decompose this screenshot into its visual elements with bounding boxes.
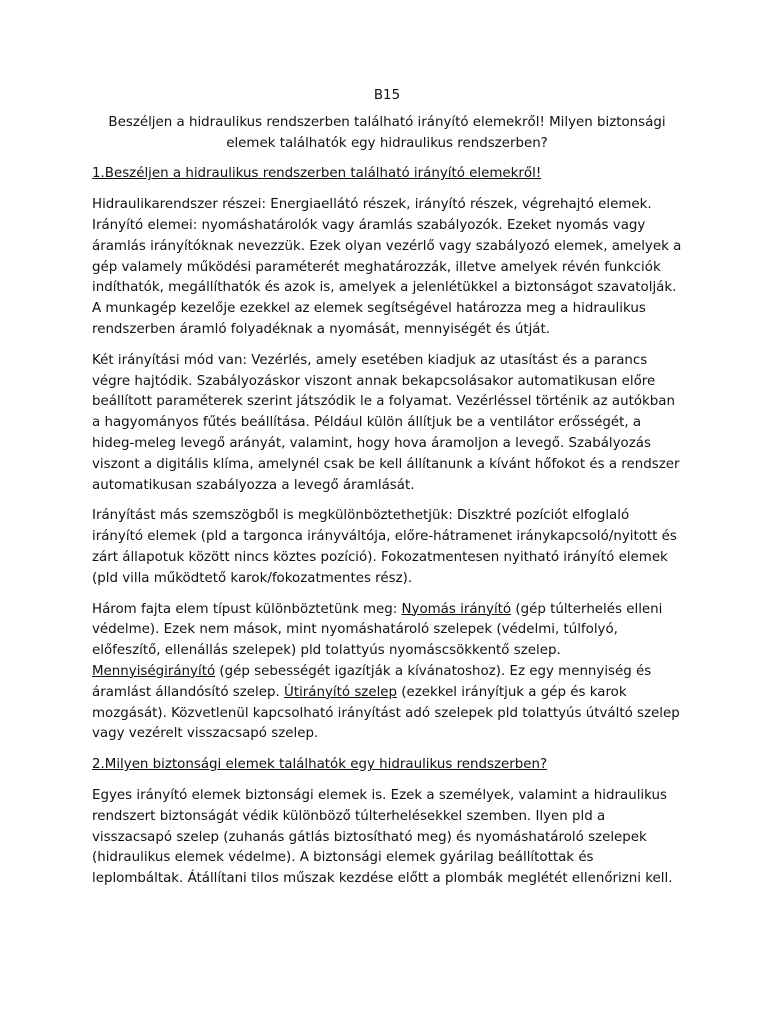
paragraph-1: Hidraulikarendszer részei: Energiaellátó részek, irányító részek, végrehajtó elemek. Irányító elemei: nyomáshatárolók vagy áramlás szabályozók. Ezeket nyomás vagy áramlás irányítóknak nevezzük. Ezek olyan vezérlő vagy szabályozó elemek, amelyek a gép valamely működési paraméterét meghatározzák, illetve amelyek révén funkciók indíthatók, megállíthatók és azok is, amelyek a jelenlétükkel a biztonságot szavatolják. A munkagép kezelője ezekkel az elemek segítségével határozza meg a hidraulikus rendszerben áramló folyadéknak a nyomását, mennyiségét és útját. xyxy=(92,197,682,337)
paragraph-4 xyxy=(92,600,682,746)
paragraph-4-text-3: (gép sebességét igazítják a kívánatoshoz). Ez egy mennyiség és áramlást állandósító szelep. xyxy=(92,663,652,700)
paragraph-4-text-4: (ezekkel irányítjuk a gép és karok mozgását). Közvetlenül kapcsolható irányítást adó szelepek pld tolattyús útváltó szelep vagy vezérelt visszacsapó szelep. xyxy=(92,684,680,742)
paragraph-4-text-1: Három fajta elem típust különböztetünk meg: xyxy=(92,601,402,617)
section-1-heading: 1.Beszéljen a hidraulikus rendszerben található irányító elemekről! xyxy=(92,166,542,182)
document-title: Beszéljen a hidraulikus rendszerben található irányító elemekről! Milyen biztonsági elemek találhatók egy hidraulikus rendszerben? xyxy=(108,114,666,151)
paragraph-5: Egyes irányító elemek biztonsági elemek is. Ezek a személyek, valamint a hidraulikus rendszert biztonságát védik különböző túlterhelésekkel szemben. Ilyen pld a visszacsapó szelep (zuhanás gátlás biztosítható meg) és nyomáshatároló szelepek (hidraulikus elemek védelme). A biztonsági elemek gyárilag beállítottak és leplombáltak. Átállítani tilos műszak kezdése előtt a plombák meglétét ellenőrizni kell. xyxy=(92,787,673,887)
paragraph-3: Irányítást más szemszögből is megkülönböztethetjük: Diszktré pozíciót elfoglaló irányító elemek (pld a targonca irányváltója, előre-hátramenet iránykapcsoló/nyitott és zárt állapotuk között nincs köztes pozíció). Fokozatmentesen nyitható irányító elemek (pld villa működtető karok/fokozatmentes rész). xyxy=(92,508,677,586)
section-2-heading: 2.Milyen biztonsági elemek találhatók egy hidraulikus rendszerben? xyxy=(92,757,548,773)
paragraph-2: Két irányítási mód van: Vezérlés, amely esetében kiadjuk az utasítást és a parancs végre hajtódik. Szabályozáskor viszont annak bekapcsolásakor automatikusan előre beállított paraméterek szerint játszódik le a folyamat. Vezérléssel történik az autókban a hagyományos fűtés beállítása. Például külön állítjuk be a ventilátor erősségét, a hideg-meleg levegő arányát, valamint, hogy hova áramoljon a levegő. Szabályozás viszont a digitális klíma, amelynél csak be kell állítanunk a kívánt hőfokot és a rendszer automatikusan szabályozza a levegő áramlását. xyxy=(92,352,680,493)
paragraph-4-text-2: (gép túlterhelés elleni védelme). Ezek nem mások, mint nyomáshatároló szelepek (védelmi, túlfolyó, előfeszítő, ellenállás szelepek) pld tolattyús nyomáscsökkentő szelep. xyxy=(92,601,663,659)
term-pressure-control: Nyomás irányító xyxy=(401,601,512,617)
term-directional-valve: Útirányító szelep xyxy=(284,684,398,700)
term-flow-control: Mennyiségirányító xyxy=(92,663,216,679)
document-page xyxy=(92,86,682,900)
document-code: B15 xyxy=(373,88,401,103)
